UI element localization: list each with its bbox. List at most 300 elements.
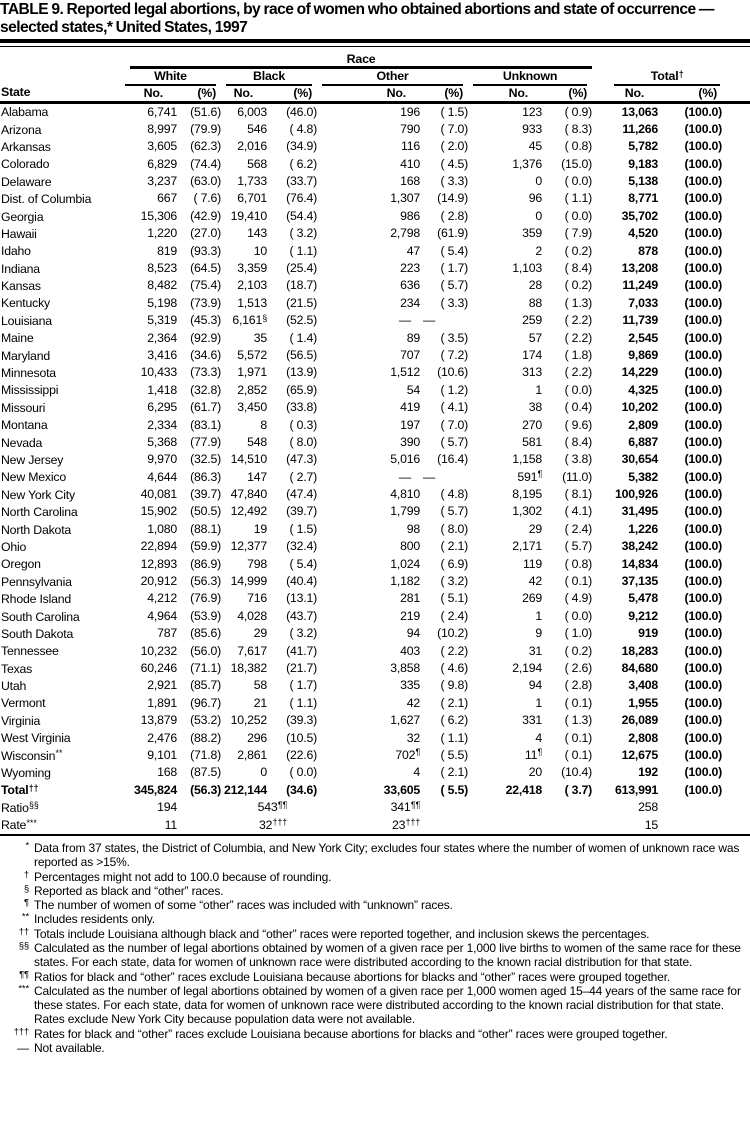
value-cell: 2	[535, 243, 542, 258]
footnote-marker: ¶¶	[19, 969, 29, 981]
superscript-marker: §§	[29, 800, 39, 811]
superscript-marker: †††	[405, 817, 421, 828]
table-row	[0, 695, 750, 712]
value-cell: ( 3.2)	[289, 226, 317, 241]
value-cell: 12,492	[230, 504, 267, 519]
footnote	[0, 941, 750, 970]
value-cell: 1,955	[628, 695, 659, 710]
value-cell: ( 3.8)	[564, 452, 593, 467]
value-cell: (100.0)	[684, 313, 723, 328]
value-cell: 2,852	[237, 382, 267, 397]
value-cell: 57	[528, 330, 542, 345]
value-cell: 11	[164, 817, 177, 832]
state-cell: Ohio	[1, 539, 27, 554]
value-cell: ( 0.8)	[564, 139, 593, 154]
value-cell: ( 2.0)	[440, 139, 468, 154]
value-cell: ( 6.2)	[289, 156, 317, 171]
value-cell: 2,921	[147, 678, 177, 693]
value-cell: 19,410	[230, 208, 267, 223]
value-cell: (83.1)	[190, 417, 221, 432]
value-cell: 5,368	[147, 434, 177, 449]
value-cell: 313	[522, 365, 542, 380]
value-cell: (18.7)	[286, 278, 317, 293]
value-cell: (10.2)	[437, 626, 468, 641]
value-cell: ( 1.2)	[440, 382, 468, 397]
value-cell: 4	[413, 765, 420, 780]
value-cell: 8,482	[147, 278, 177, 293]
state-cell: Wyoming	[1, 766, 51, 781]
value-cell: (100.0)	[684, 556, 723, 571]
value-cell: (100.0)	[684, 434, 723, 449]
value-cell: 47	[406, 243, 420, 258]
value-cell: ( 2.2)	[564, 330, 593, 345]
value-cell	[658, 817, 750, 834]
value-cell: 116	[400, 139, 420, 154]
value-cell: 174	[522, 347, 542, 362]
value-cell: (100.0)	[684, 261, 723, 276]
value-cell: 2,103	[237, 278, 267, 293]
value-cell: (100.0)	[684, 191, 723, 206]
value-cell: 13,879	[140, 713, 177, 728]
value-cell: 6,161§	[232, 312, 268, 328]
value-cell: 212,144	[223, 782, 267, 797]
footnote-text: Calculated as the number of legal abortions obtained by women of a given race per 1,000 women aged 15–44 years of the same race for these states. For each state, data for women of unknown race were distributed according to the known racial distribution for that state. Rates exclude New York City because population data were not available.	[34, 983, 741, 1027]
value-cell: 787	[157, 626, 177, 641]
value-cell: 2,171	[512, 539, 542, 554]
footnote-marker: ***	[18, 983, 29, 995]
footnote-text: Calculated as the number of legal abortions obtained by women of a given race per 1,000 live births to women of the same race for these states. For each state, data for women of unknown race were distributed according to the known racial distribution for that state.	[34, 940, 741, 970]
value-cell: 403	[400, 643, 420, 658]
value-cell: (100.0)	[684, 608, 723, 623]
value-cell: (34.9)	[286, 139, 317, 154]
value-cell: 2,809	[628, 417, 659, 432]
value-cell: 234	[400, 295, 420, 310]
value-cell: ( 4.8)	[440, 487, 468, 502]
value-cell: 1	[535, 695, 542, 710]
value-cell: 1,733	[237, 174, 267, 189]
group-label: Other	[376, 69, 409, 83]
value-cell: (41.7)	[286, 643, 317, 658]
value-cell: (33.7)	[286, 174, 317, 189]
col-header-pct: (%)	[658, 86, 750, 102]
value-cell: 335	[400, 678, 420, 693]
value-cell: 790	[400, 121, 420, 136]
value-cell: ( 1.5)	[289, 521, 317, 536]
value-cell: 269	[522, 591, 542, 606]
value-cell: 702¶	[395, 747, 421, 762]
value-cell: 194	[157, 800, 177, 815]
table-row	[0, 347, 750, 364]
value-cell: ( 8.4)	[564, 261, 593, 276]
table-row	[0, 382, 750, 399]
value-cell: 6,829	[147, 156, 177, 171]
value-cell: (34.6)	[190, 347, 221, 362]
value-cell: 3,408	[628, 678, 659, 693]
value-cell: 798	[247, 556, 267, 571]
table-row	[0, 556, 750, 573]
value-cell: ( 0.4)	[564, 400, 593, 415]
value-cell: 1,024	[390, 556, 420, 571]
value-cell: (96.7)	[190, 695, 221, 710]
value-cell: 1	[535, 382, 542, 397]
value-cell: (86.3)	[190, 469, 221, 484]
value-cell: 1,891	[147, 695, 177, 710]
state-cell: Maryland	[1, 348, 50, 363]
value-cell: 10,433	[140, 365, 177, 380]
bottom-rule	[0, 834, 750, 836]
value-cell: 192	[638, 765, 659, 780]
value-cell: 1,627	[390, 713, 420, 728]
col-header-pct: (%)	[267, 86, 317, 102]
top-rule-thick	[0, 39, 750, 43]
race-span-header	[120, 52, 592, 69]
value-cell: (100.0)	[684, 156, 723, 171]
value-cell: ( 1.0)	[564, 626, 593, 641]
value-cell: 1,103	[512, 261, 542, 276]
value-cell: ( 7.0)	[440, 121, 468, 136]
value-cell: ( 2.8)	[564, 678, 593, 693]
value-cell: 5,198	[147, 295, 177, 310]
value-cell: 12,893	[140, 556, 177, 571]
state-cell: Missouri	[1, 400, 46, 415]
value-cell: (100.0)	[684, 417, 723, 432]
value-cell: ( 0.2)	[564, 243, 593, 258]
table-row	[0, 469, 750, 486]
value-cell: ( 7.0)	[440, 417, 468, 432]
value-cell: 1,971	[237, 365, 267, 380]
col-header-no: No.	[468, 86, 542, 102]
value-cell: 58	[253, 678, 267, 693]
value-cell: (76.9)	[190, 591, 221, 606]
value-cell: ( 0.9)	[564, 104, 593, 119]
value-cell	[542, 817, 592, 834]
value-cell: 1,080	[147, 521, 177, 536]
table-row	[0, 538, 750, 555]
value-cell: (73.3)	[190, 365, 221, 380]
state-cell: Tennessee	[1, 644, 59, 659]
footnote-text: Not available.	[34, 1041, 105, 1056]
value-cell: (39.7)	[190, 487, 221, 502]
value-cell: ( 0.2)	[564, 278, 593, 293]
value-cell: 0	[260, 765, 267, 780]
footnote	[0, 884, 750, 898]
superscript-marker: ††	[28, 782, 39, 793]
value-cell: (14.9)	[437, 191, 468, 206]
value-cell: ( 1.8)	[564, 347, 593, 362]
table-row	[0, 364, 750, 381]
value-cell: —	[398, 313, 411, 328]
value-cell: (100.0)	[684, 487, 723, 502]
value-cell: 2,798	[390, 226, 420, 241]
state-cell: Pennsylvania	[1, 574, 72, 589]
value-cell: 707	[400, 347, 420, 362]
value-cell: (75.4)	[190, 278, 221, 293]
value-cell: (53.2)	[190, 713, 221, 728]
value-cell: (100.0)	[684, 382, 723, 397]
value-cell: ( 7.6)	[193, 191, 221, 206]
value-cell: ( 2.7)	[289, 469, 317, 484]
value-cell: 33,605	[383, 782, 420, 797]
value-cell: ( 6.2)	[440, 713, 468, 728]
table-row	[0, 312, 750, 329]
value-cell: (100.0)	[684, 139, 723, 154]
value-cell: 548	[247, 434, 267, 449]
state-cell: New York City	[1, 487, 75, 502]
value-cell: 100,926	[615, 487, 659, 502]
value-cell: (100.0)	[684, 695, 723, 710]
value-cell: 3,359	[237, 261, 267, 276]
value-cell: (85.6)	[190, 626, 221, 641]
value-cell: ( 0.0)	[564, 608, 593, 623]
value-cell: ( 3.5)	[440, 330, 468, 345]
value-cell: 5,016	[390, 452, 420, 467]
col-header-no: No.	[317, 86, 420, 102]
value-cell: (100.0)	[684, 626, 723, 641]
value-cell: (62.3)	[190, 139, 221, 154]
value-cell: 8	[260, 417, 267, 432]
value-cell: 919	[638, 626, 659, 641]
value-cell: (100.0)	[684, 243, 723, 258]
state-cell: West Virginia	[1, 731, 71, 746]
value-cell: ( 5.7)	[440, 278, 468, 293]
value-cell: (77.9)	[190, 434, 221, 449]
state-cell: Colorado	[1, 157, 50, 172]
value-cell: 26,089	[621, 713, 659, 728]
value-cell: ( 5.5)	[440, 747, 468, 762]
value-cell: (11.0)	[562, 469, 593, 484]
footnote-marker: ¶	[24, 897, 29, 909]
value-cell: 168	[157, 765, 177, 780]
value-cell: 45	[528, 139, 542, 154]
value-cell: 35,702	[621, 208, 659, 223]
value-cell: ( 3.3)	[440, 295, 468, 310]
value-cell: (56.0)	[190, 643, 221, 658]
value-cell: (40.4)	[286, 574, 317, 589]
value-cell: 1,376	[512, 156, 542, 171]
value-cell: (15.0)	[561, 156, 593, 171]
value-cell: (33.8)	[286, 400, 317, 415]
value-cell: 7,033	[628, 295, 659, 310]
value-cell: 1,307	[390, 191, 420, 206]
table-row	[0, 434, 750, 451]
superscript-marker: ¶	[537, 747, 543, 758]
value-cell: 6,741	[147, 104, 177, 119]
value-cell: 15,306	[140, 208, 177, 223]
value-cell: ( 0.1)	[564, 730, 593, 745]
value-cell: (85.7)	[190, 678, 221, 693]
value-cell: ( 4.5)	[440, 156, 468, 171]
value-cell: 9,212	[628, 608, 659, 623]
value-cell: 11¶	[524, 747, 543, 762]
value-cell: (56.3)	[190, 574, 221, 589]
value-cell: 8,523	[147, 261, 177, 276]
value-cell: ( 2.8)	[440, 208, 468, 223]
value-cell: ( 2.6)	[564, 661, 593, 675]
value-cell: (63.0)	[190, 174, 221, 189]
superscript-marker: ¶¶	[277, 799, 288, 810]
value-cell: 29	[253, 626, 267, 641]
value-cell: (100.0)	[684, 678, 723, 693]
report-table-page	[0, 1, 750, 1055]
state-cell: North Dakota	[1, 522, 72, 537]
col-group-unknown	[468, 69, 592, 86]
value-cell: (100.0)	[684, 469, 723, 484]
value-cell: 42	[528, 574, 542, 589]
value-cell: 4,810	[390, 487, 420, 502]
value-cell: (47.3)	[286, 452, 317, 467]
value-cell: 2,476	[147, 730, 177, 745]
value-cell: 878	[638, 243, 659, 258]
footnote-text: Ratios for black and “other” races exclude Louisiana because abortions for blacks and “other” races were grouped together.	[34, 969, 671, 984]
table-row	[0, 712, 750, 729]
state-cell: Texas	[1, 661, 33, 676]
value-cell	[468, 817, 542, 834]
table-row	[0, 417, 750, 434]
value-cell: 147	[247, 469, 267, 484]
value-cell: (54.4)	[286, 208, 317, 223]
value-cell: 223	[400, 261, 420, 276]
value-cell: (32.4)	[286, 539, 317, 554]
table-row	[0, 330, 750, 347]
value-cell: ( 5.1)	[440, 591, 468, 606]
value-cell: 359	[522, 226, 542, 241]
value-cell: (34.6)	[286, 782, 317, 797]
superscript-marker: †††	[272, 817, 288, 828]
col-header-no: No.	[592, 86, 658, 102]
value-cell: ( 8.4)	[564, 434, 593, 449]
value-cell: ( 8.0)	[440, 521, 468, 536]
value-cell: ( 1.3)	[564, 295, 593, 310]
value-cell: (100.0)	[684, 782, 723, 797]
value-cell: 1,512	[390, 365, 420, 380]
value-cell: (65.9)	[286, 382, 317, 397]
state-cell: Kentucky	[1, 296, 50, 311]
table-row	[0, 660, 750, 677]
value-cell: 0	[535, 208, 542, 223]
state-cell: Arizona	[1, 122, 42, 137]
value-cell: —	[423, 469, 436, 484]
value-cell: ( 0.8)	[564, 556, 593, 571]
state-cell: Utah	[1, 679, 27, 694]
footnote	[0, 841, 750, 870]
value-cell: 54	[406, 382, 420, 397]
value-cell: 29	[528, 521, 542, 536]
footnote-marker: ††	[18, 926, 29, 938]
value-cell: 10,252	[230, 713, 267, 728]
value-cell: 18,283	[621, 643, 659, 658]
value-cell: (79.9)	[190, 121, 221, 136]
table-row	[0, 190, 750, 207]
value-cell: 19	[253, 521, 267, 536]
state-cell: Rate***	[1, 817, 37, 833]
value-cell: (100.0)	[684, 208, 723, 223]
col-group-black	[221, 69, 317, 86]
value-cell: (100.0)	[684, 521, 723, 536]
col-header-pct: (%)	[542, 86, 592, 102]
table-row	[0, 730, 750, 747]
footnote-text: Percentages might not add to 100.0 because of rounding.	[34, 869, 332, 884]
value-cell: (100.0)	[684, 104, 723, 119]
value-cell: (73.9)	[190, 295, 221, 310]
value-cell: (100.0)	[684, 504, 723, 519]
value-cell: ( 0.1)	[564, 695, 593, 710]
footnote	[0, 1027, 750, 1041]
value-cell: 15	[644, 817, 659, 832]
value-cell: ( 2.1)	[440, 765, 468, 780]
value-cell: 270	[522, 417, 542, 432]
value-cell: ( 2.4)	[440, 608, 468, 623]
table-row	[0, 243, 750, 260]
value-cell: 11,266	[622, 121, 659, 136]
value-cell: (21.7)	[286, 661, 317, 675]
value-cell: 94	[406, 626, 420, 641]
value-cell: ( 4.1)	[564, 504, 593, 519]
value-cell: ( 6.9)	[440, 556, 468, 571]
value-cell: 1,799	[390, 504, 420, 519]
value-cell: (10.6)	[437, 365, 468, 380]
value-cell: ( 0.1)	[564, 574, 593, 589]
value-cell: (76.4)	[286, 191, 317, 206]
value-cell: 10	[253, 243, 267, 258]
value-cell: (51.6)	[190, 104, 221, 119]
value-cell: ( 8.0)	[289, 434, 317, 449]
value-cell: ( 0.1)	[564, 747, 593, 762]
value-cell: ( 1.5)	[440, 104, 468, 119]
value-cell: 14,999	[230, 574, 267, 589]
value-cell: ( 5.4)	[289, 556, 317, 571]
value-cell: 143	[247, 226, 267, 241]
value-cell: 47,840	[230, 487, 267, 502]
footnote-text: The number of women of some “other” races was included with “unknown” races.	[34, 898, 453, 913]
state-cell: Dist. of Columbia	[1, 192, 92, 207]
value-cell: 168	[400, 174, 420, 189]
value-cell: (100.0)	[684, 747, 723, 762]
value-cell: 800	[400, 539, 420, 554]
footnote	[0, 927, 750, 941]
value-cell: ( 3.2)	[289, 626, 317, 641]
value-cell: 8,997	[147, 121, 177, 136]
value-cell: 2,808	[628, 730, 659, 745]
value-cell: (25.4)	[286, 261, 317, 276]
value-cell: (100.0)	[684, 539, 723, 554]
col-header-no: No.	[221, 86, 267, 102]
value-cell: ( 2.1)	[440, 539, 468, 554]
footnote-marker: †††	[13, 1026, 29, 1038]
value-cell: ( 1.1)	[564, 191, 593, 206]
value-cell: ( 0.0)	[564, 382, 593, 397]
value-cell	[177, 799, 221, 816]
state-cell: Arkansas	[1, 139, 51, 154]
value-cell: 7,617	[237, 643, 267, 658]
group-label: Unknown	[502, 69, 558, 83]
value-cell: (100.0)	[684, 400, 723, 415]
value-cell: 5,478	[628, 591, 659, 606]
value-cell: (100.0)	[684, 661, 723, 675]
table-row	[0, 782, 750, 799]
group-label: Total	[650, 69, 679, 83]
value-cell: 1,226	[628, 521, 659, 536]
value-cell: 14,834	[621, 556, 659, 571]
value-cell: ( 3.3)	[440, 174, 468, 189]
value-cell: (16.4)	[437, 452, 468, 467]
value-cell: (100.0)	[684, 226, 723, 241]
state-cell: Wisconsin**	[1, 748, 63, 763]
value-cell: 89	[406, 330, 420, 345]
group-label: Black	[252, 69, 286, 83]
value-cell	[468, 799, 542, 816]
value-cell: 4,644	[147, 469, 177, 484]
table-row	[0, 608, 750, 625]
